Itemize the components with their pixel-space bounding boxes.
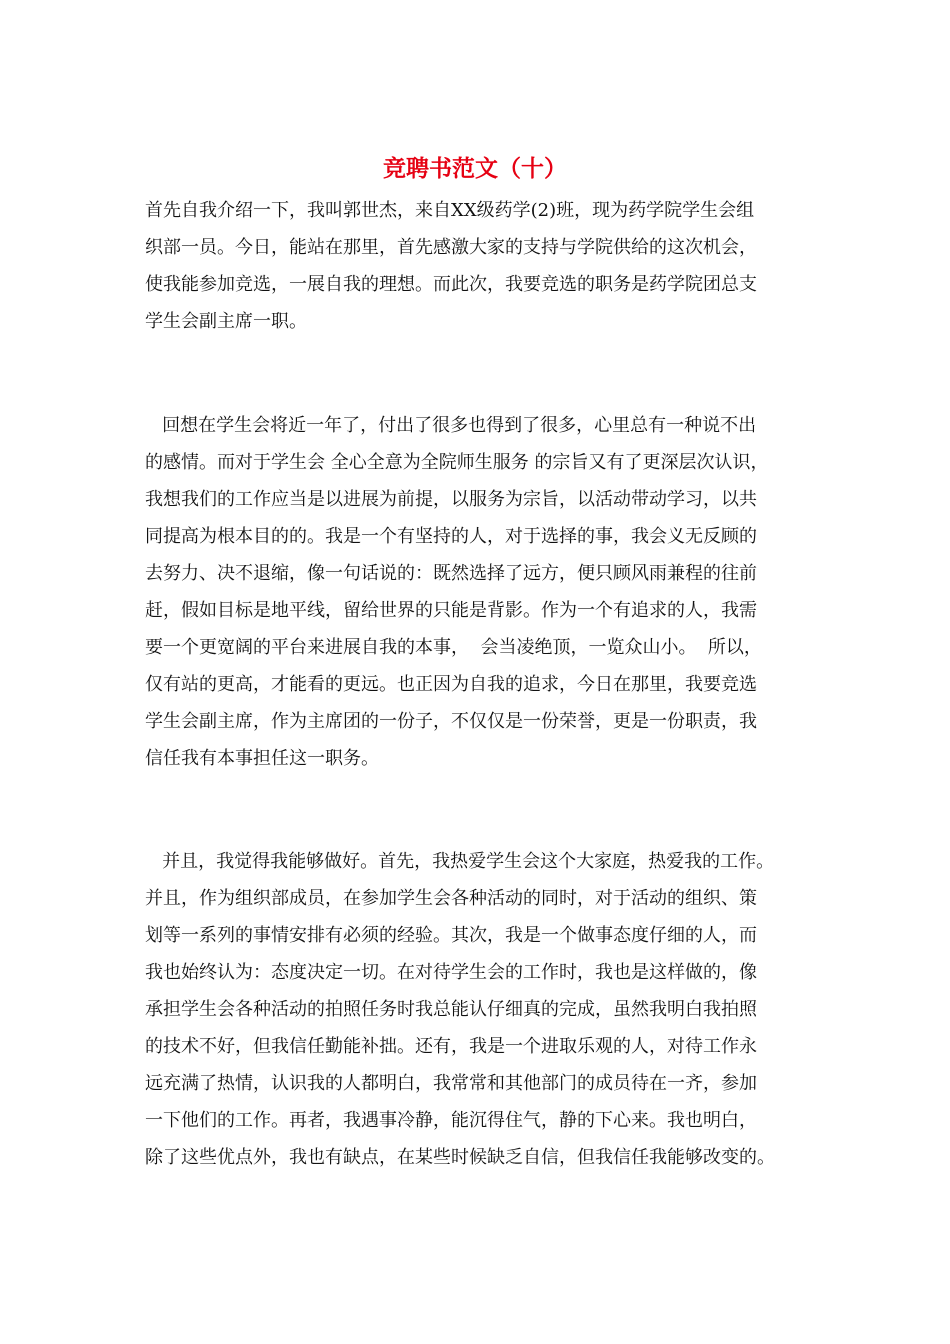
paragraph-line: 并且，我觉得我能够做好。首先，我热爱学生会这个大家庭，热爱我的工作。 — [145, 851, 775, 872]
paragraph-line: 回想在学生会将近一年了，付出了很多也得到了很多，心里总有一种说不出 — [145, 415, 757, 436]
paragraph-line: 远充满了热情，认识我的人都明白，我常常和其他部门的成员待在一齐，参加 — [145, 1073, 757, 1094]
paragraph-line: 我想我们的工作应当是以进展为前提，以服务为宗旨，以活动带动学习，以共 — [145, 489, 757, 510]
paragraph-line: 仅有站的更高，才能看的更远。也正因为自我的追求，今日在那里，我要竞选 — [145, 674, 757, 695]
paragraph-line: 学生会副主席，作为主席团的一份子，不仅仅是一份荣誉，更是一份职责，我 — [145, 711, 757, 732]
paragraph-line: 我也始终认为：态度决定一切。在对待学生会的工作时，我也是这样做的，像 — [145, 962, 757, 983]
paragraph-line: 使我能参加竞选，一展自我的理想。而此次，我要竞选的职务是药学院团总支 — [145, 274, 757, 295]
paragraph-reflection — [145, 407, 815, 777]
paragraph-line: 一下他们的工作。再者，我遇事冷静，能沉得住气，静的下心来。我也明白， — [145, 1110, 757, 1131]
paragraph-line: 的技术不好，但我信任勤能补拙。还有，我是一个进取乐观的人，对待工作永 — [145, 1036, 757, 1057]
paragraph-line: 同提高为根本目的的。我是一个有坚持的人，对于选择的事，我会义无反顾的 — [145, 526, 757, 547]
paragraph-line: 划等一系列的事情安排有必须的经验。其次，我是一个做事态度仔细的人，而 — [145, 925, 757, 946]
paragraph-line: 除了这些优点外，我也有缺点，在某些时候缺乏自信，但我信任我能够改变的。 — [145, 1147, 775, 1168]
paragraph-line: 赶，假如目标是地平线，留给世界的只能是背影。作为一个有追求的人，我需 — [145, 600, 757, 621]
paragraph-line: 的感情。而对于学生会 全心全意为全院师生服务 的宗旨又有了更深层次认识， — [145, 452, 769, 473]
paragraph-line: 首先自我介绍一下，我叫郭世杰，来自XX级药学(2)班，现为药学院学生会组 — [145, 200, 755, 221]
paragraph-line: 承担学生会各种活动的拍照任务时我总能认仔细真的完成，虽然我明白我拍照 — [145, 999, 757, 1020]
paragraph-line: 要一个更宽阔的平台来进展自我的本事， 会当凌绝顶，一览众山小。 所以， — [145, 637, 762, 658]
document-title: 竞聘书范文（十） — [383, 155, 567, 182]
paragraph-line: 并且，作为组织部成员，在参加学生会各种活动的同时，对于活动的组织、策 — [145, 888, 757, 909]
paragraph-line: 学生会副主席一职。 — [145, 311, 307, 332]
paragraph-line: 去努力、决不退缩，像一句话说的：既然选择了远方，便只顾风雨兼程的往前 — [145, 563, 757, 584]
paragraph-line: 信任我有本事担任这一职务。 — [145, 748, 379, 769]
paragraph-introduction — [145, 192, 815, 340]
paragraph-line: 织部一员。今日，能站在那里，首先感激大家的支持与学院供给的这次机会， — [145, 237, 757, 258]
paragraph-qualifications — [145, 843, 815, 1176]
